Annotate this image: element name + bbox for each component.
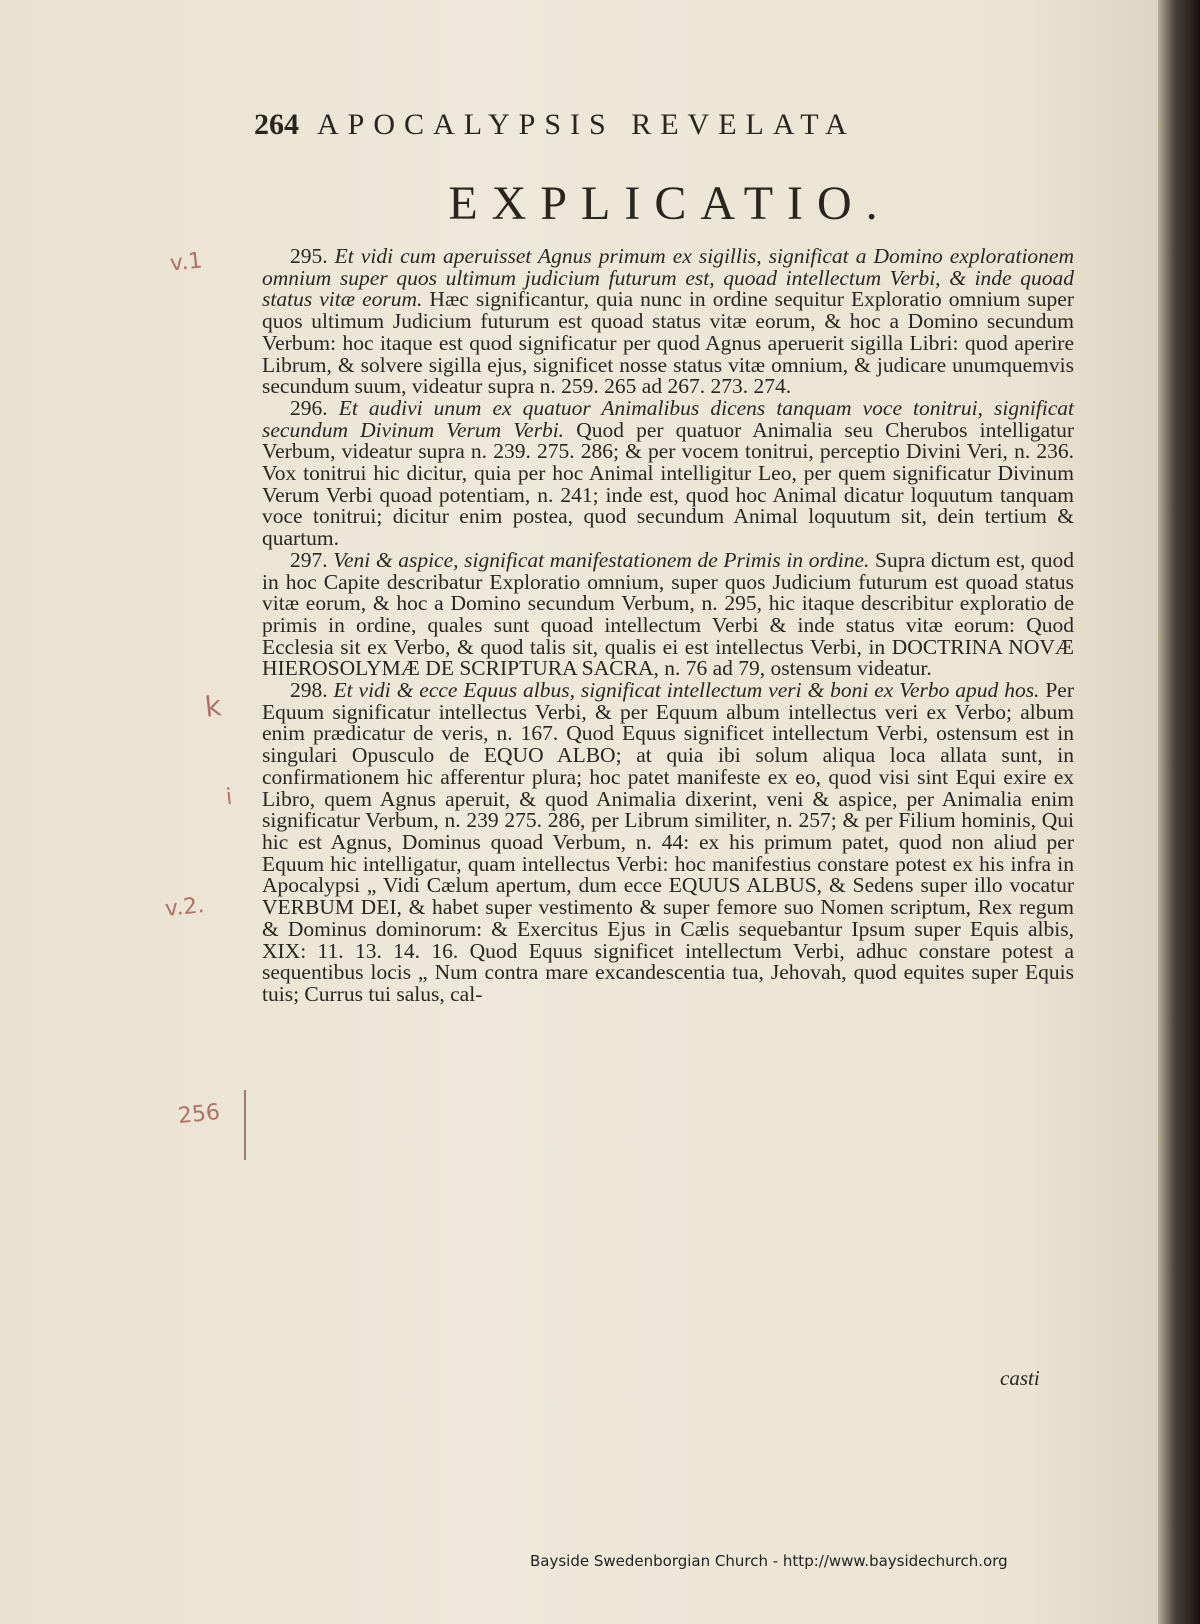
page-number: 264	[254, 108, 299, 141]
body-text	[262, 246, 1074, 1006]
paragraph-number: 297.	[290, 547, 328, 572]
catchword: casti	[1000, 1366, 1040, 1390]
paragraph-number: 298.	[290, 678, 328, 703]
paragraph-body: Hæc significantur, quia nunc in ordine sequitur Exploratio omnium super quos ultimum Judicium futurum est quoad status vitæ eorum, & hoc a Domino secundum Verbum: hoc itaque est quod significatur per quod Agnus aperuerit sigilla Libri: quod aperire Librum, & solvere sigilla ejus, significet nosse status vitæ omnium, & judicare unumquemvis secundum suum, videatur supra n. 259. 265 ad 267. 273. 274.	[262, 287, 1074, 399]
margin-note-k: k	[203, 689, 223, 724]
paragraph-295	[262, 246, 1074, 398]
paragraph-body: Quod per quatuor Animalia seu Cherubos intelligatur Verbum, videatur supra n. 239. 275. 286; & per vocem tonitrui, perceptio Divini Veri, n. 236. Vox tonitrui hic dicitur, quia per hoc Animal intelligitur Leo, per quem significatur Divinum Verum Verbi quoad potentiam, n. 241; inde est, quod hoc Animal dicatur loquutum tanquam voce tonitrui; dicitur enim postea, quod secundum Animal loquutum sit, dein tertium & quartum.	[262, 417, 1075, 551]
margin-note-256: 256	[176, 1099, 222, 1130]
running-title: APOCALYPSIS REVELATA	[317, 108, 856, 141]
footer-credit: Bayside Swedenborgian Church - http://www.baysidechurch.org	[530, 1552, 1008, 1570]
paragraph-298	[262, 680, 1074, 1006]
section-title: EXPLICATIO.	[448, 177, 892, 230]
paragraph-body: Supra dictum est, quod in hoc Capite describatur Exploratio omnium, super quos Judicium futurum est quoad status vitæ eorum, & hoc a Domino secundum Verbum, n. 295, hic itaque describitur exploratio de primis in ordine, quales sunt quoad intellectum Verbi & inde status vitæ eorum: Quod Ecclesia sit ex Verbo, & quod talis sit, qualis ei est intellectus Verbi, in DOCTRINA NOVÆ HIEROSOLYMÆ DE SCRIPTURA SACRA, n. 76 ad 79, ostensum videatur.	[262, 547, 1075, 681]
margin-note-v2: v.2.	[163, 893, 206, 922]
paragraph-296	[262, 395, 1075, 551]
paragraph-italic-lead: Veni & aspice, significat manifestationem de Primis in ordine.	[333, 547, 870, 572]
paragraph-body: Per Equum significatur intellectus Verbi, & per Equum album intellectus veri ex Verbo; album enim prædicatur de veris, n. 167. Quod Equus significet intellectum Verbi, ostensum est in singulari Opusculo de EQUO ALBO; at quia ibi solum aliqua loca allata sunt, in confirmationem hic afferentur plura; hoc patet manifeste ex eo, quod visi sint Equi exire ex Libro, quem Agnus aperuit, & quod Animalia dixerint, veni & aspice, per Animalia enim significatur Verbum, n. 239 275. 286, per Librum similiter, n. 257; & per Filium hominis, Qui hic est Agnus, Dominus quoad Verbum, n. 44: ex his primum patet, quod non aliud per Equum hic intelligatur, quam intellectus Verbi: hoc manifestius constare potest ex his infra in Apocalypsi „ Vidi Cælum apertum, dum ecce EQUUS ALBUS, & Sedens super illo vocatur VERBUM DEI, & habet super vestimento & super femore suo Nomen scriptum, Rex regum & Dominus dominorum: & Exercitus Ejus in Cælis sequebantur Ipsum super Equis albis, XIX: 11. 13. 14. 16. Quod Equus significet intellectum Verbi, adhuc constare potest a sequentibus locis „ Num contra mare excandescentia tua, Jehovah, quod equites super Equis tuis; Currus tui salus, cal-	[262, 678, 1075, 1006]
margin-note-v1: v.1	[168, 248, 204, 277]
paragraph-number: 295.	[290, 244, 328, 268]
paragraph-297	[262, 547, 1075, 681]
paragraph-italic-lead: Et vidi & ecce Equus albus, significat intellectum veri & boni ex Verbo apud hos.	[333, 678, 1040, 703]
running-head	[254, 108, 1044, 142]
margin-note-i: i	[224, 784, 234, 811]
margin-bracket-line	[244, 1090, 246, 1160]
paragraph-number: 296.	[290, 395, 328, 420]
book-spine-shadow	[1158, 0, 1200, 1624]
paragraph-italic-lead: Et vidi cum aperuisset Agnus primum ex sigillis, significat a Domino explorationem omnium super quos ultimum judicium futurum est, quoad intellectum Verbi, & inde quoad status vitæ eorum.	[262, 244, 1074, 312]
paragraph-italic-lead: Et audivi unum ex quatuor Animalibus dicens tanquam voce tonitrui, significat secundum Divinum Verum Verbi.	[262, 395, 1075, 442]
